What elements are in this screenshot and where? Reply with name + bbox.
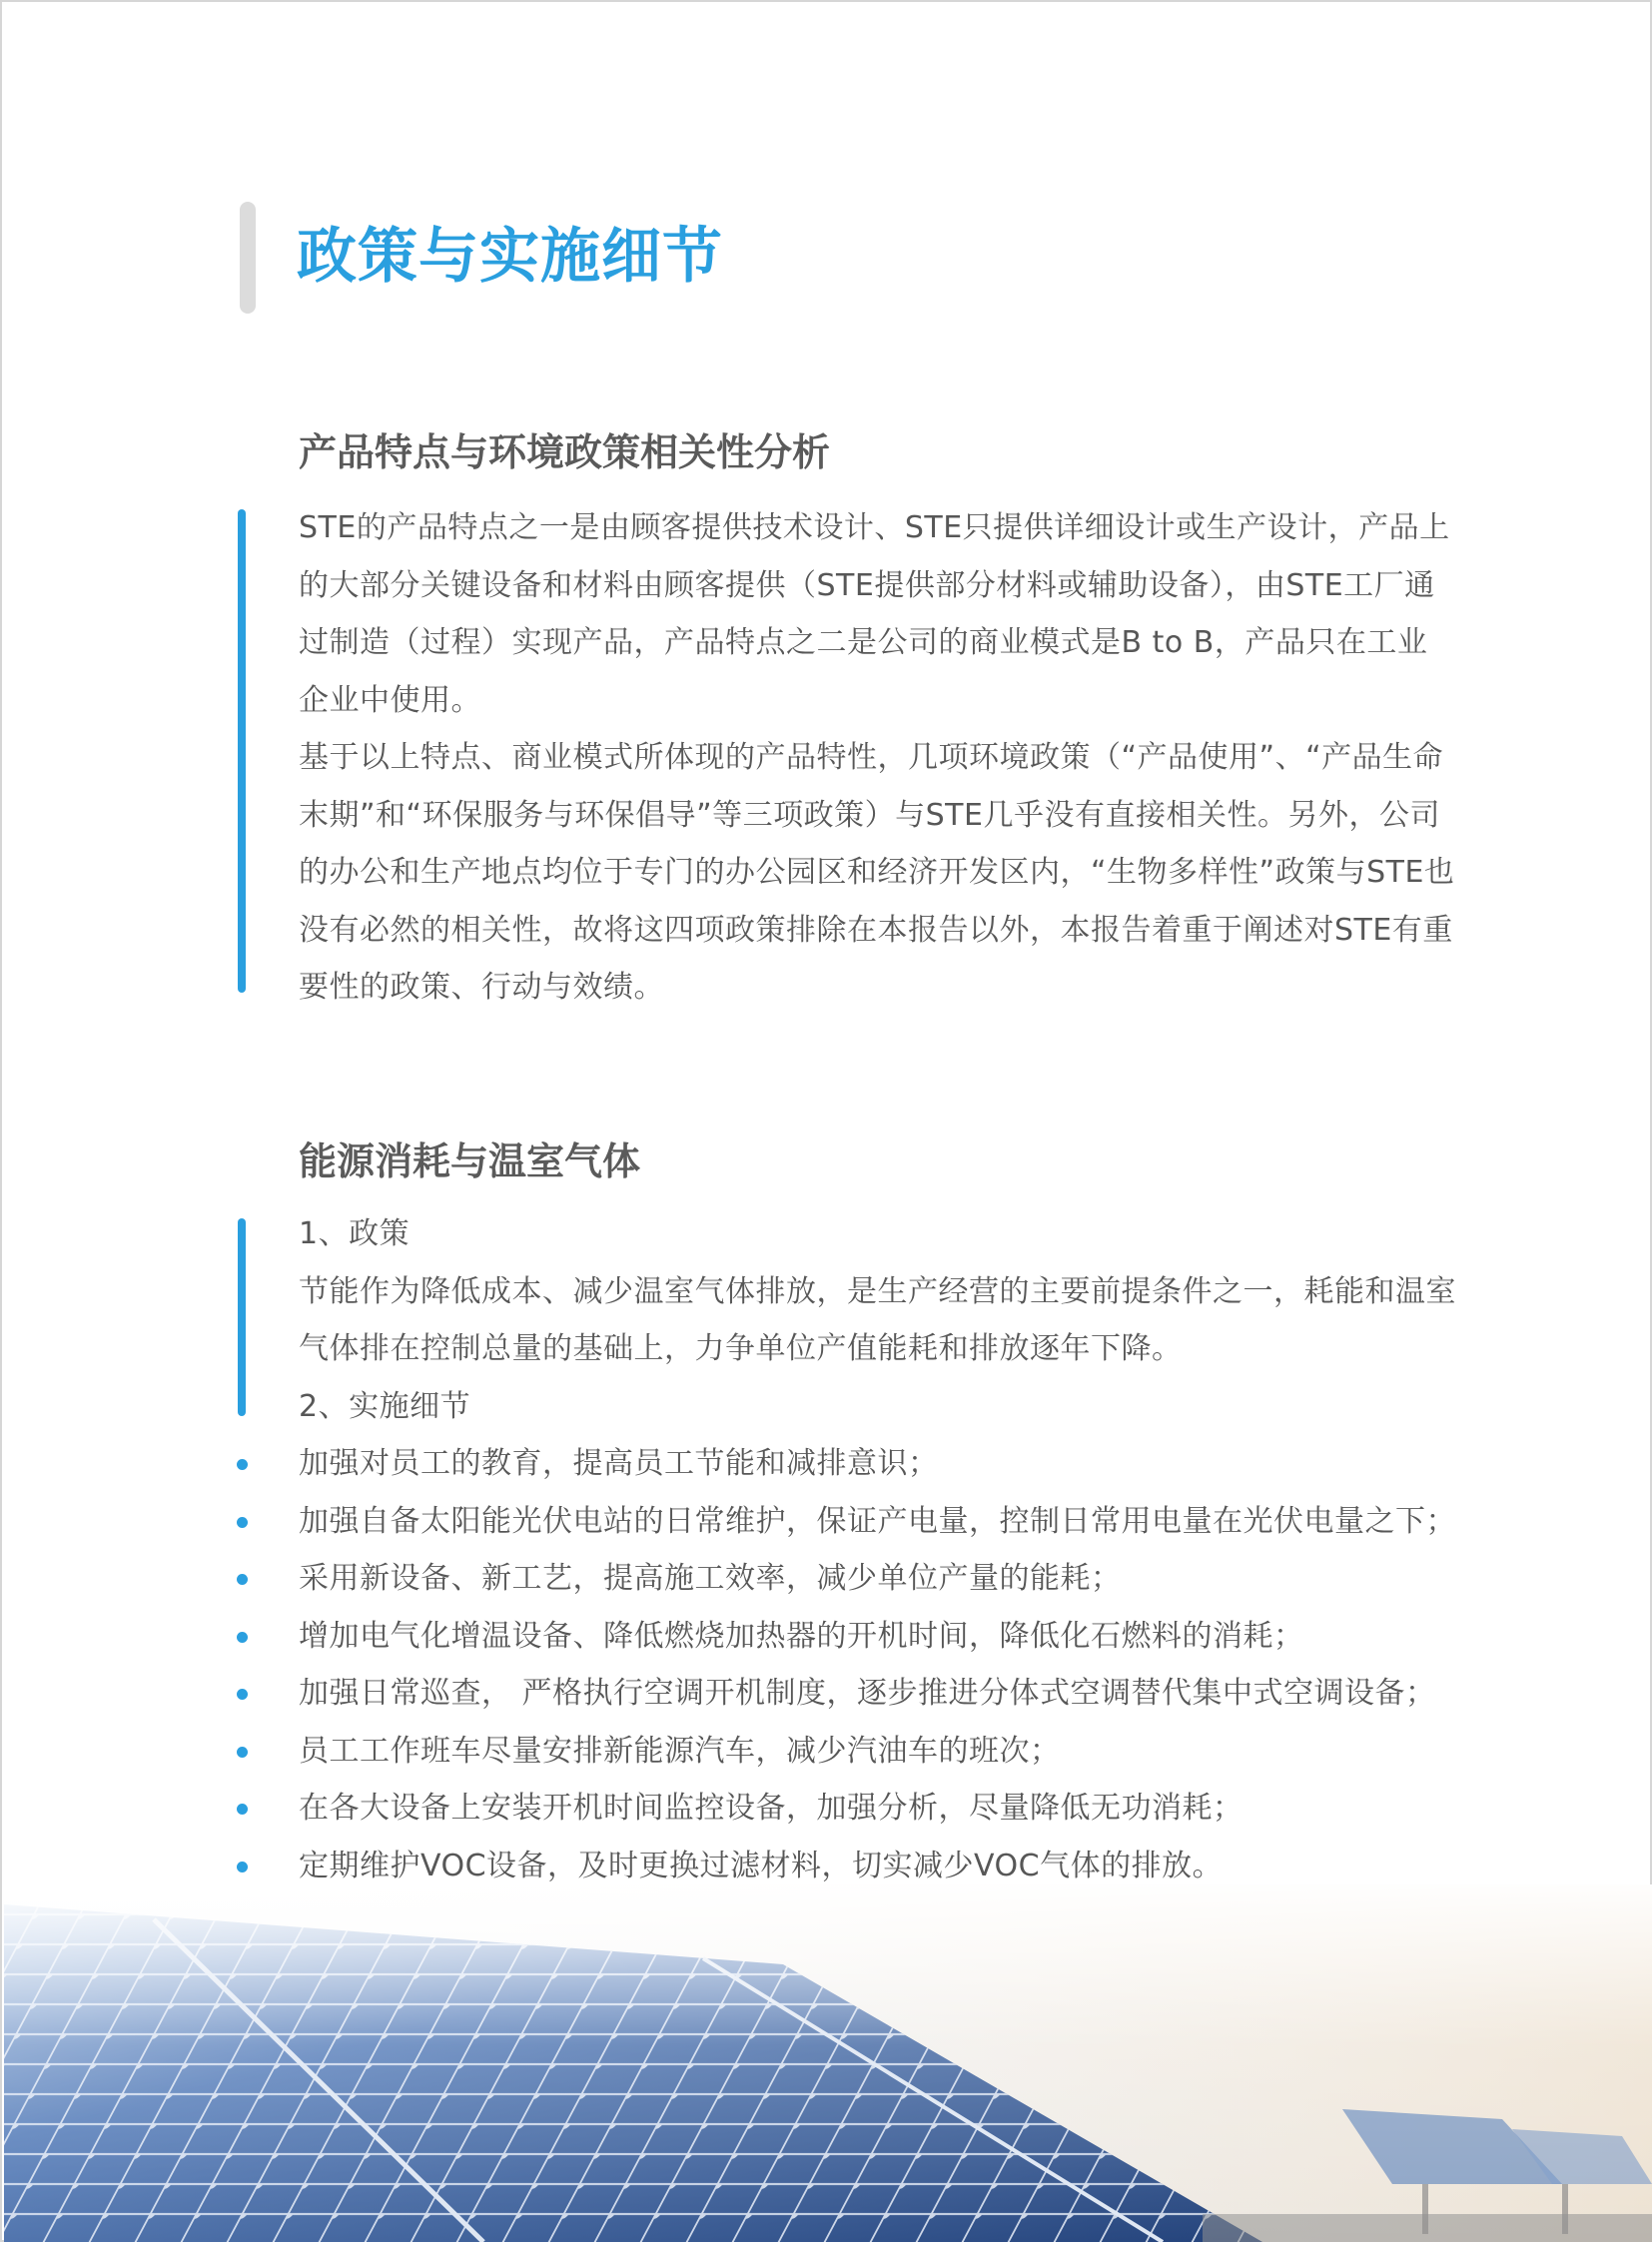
section2-accent-bar xyxy=(238,1218,246,1416)
bullet-dot-icon xyxy=(237,1459,248,1470)
list-item-text: 加强日常巡查， 严格执行空调开机制度，逐步推进分体式空调替代集中式空调设备； xyxy=(299,1676,1436,1711)
list-item xyxy=(299,1435,1457,1493)
section-heading-energy: 能源消耗与温室气体 xyxy=(299,1139,641,1183)
list-item xyxy=(299,1723,1457,1781)
list-item xyxy=(299,1780,1457,1838)
list-item-text: 加强自备太阳能光伏电站的日常维护，保证产电量，控制日常用电量在光伏电量之下； xyxy=(299,1503,1456,1539)
list-item-text: 增加电气化增温设备、降低燃烧加热器的开机时间，降低化石燃料的消耗； xyxy=(299,1618,1304,1654)
section1-accent-bar xyxy=(238,509,246,993)
section1-paragraph: 基于以上特点、商业模式所体现的产品特性，几项环境政策（“产品使用”、“产品生命末期”和“环保服务与环保倡导”等三项政策）与STE几乎没有直接相关性。另外，公司的办公和生产地点均位于专门的办公园区和经济开发区内，“生物多样性”政策与STE也没有必然的相关性，故将这四项政策排除在本报告以外，本报告着重于阐述对STE有重要性的政策、行动与效绩。 xyxy=(299,740,1455,1005)
bullet-dot-icon xyxy=(237,1689,248,1700)
title-decor-bar xyxy=(240,202,256,314)
list-item xyxy=(299,1550,1457,1608)
policy-text: 节能作为降低成本、减少温室气体排放，是生产经营的主要前提条件之一，耗能和温室气体排在控制总量的基础上，力争单位产值能耗和排放逐年下降。 xyxy=(299,1273,1456,1366)
section-heading-product-analysis: 产品特点与环境政策相关性分析 xyxy=(299,430,831,474)
list-item xyxy=(299,1608,1457,1666)
bullet-dot-icon xyxy=(237,1574,248,1585)
list-item xyxy=(299,1665,1457,1723)
bullet-dot-icon xyxy=(237,1862,248,1872)
section1-paragraph: STE的产品特点之一是由顾客提供技术设计、STE只提供详细设计或生产设计，产品上的大部分关键设备和材料由顾客提供（STE提供部分材料或辅助设备），由STE工厂通过制造（过程）实现产品，产品特点之二是公司的商业模式是B to B，产品只在工业企业中使用。 xyxy=(299,510,1450,718)
solar-panel-image xyxy=(4,1884,1652,2242)
list-item-text: 员工工作班车尽量安排新能源汽车，减少汽油车的班次； xyxy=(299,1733,1061,1769)
bullet-dot-icon xyxy=(237,1747,248,1758)
policy-label: 1、政策 xyxy=(299,1216,411,1251)
bullet-dot-icon xyxy=(237,1632,248,1643)
list-item-text: 采用新设备、新工艺，提高施工效率，减少单位产量的能耗； xyxy=(299,1561,1122,1596)
page-title: 政策与实施细节 xyxy=(297,222,723,292)
list-item-text: 加强对员工的教育，提高员工节能和减排意识； xyxy=(299,1446,939,1481)
section2-body xyxy=(299,1205,1457,1435)
list-item-text: 在各大设备上安装开机时间监控设备，加强分析，尽量降低无功消耗； xyxy=(299,1791,1243,1826)
details-label: 2、实施细节 xyxy=(299,1388,471,1424)
bullet-dot-icon xyxy=(237,1804,248,1815)
list-item-text: 定期维护VOC设备，及时更换过滤材料，切实减少VOC气体的排放。 xyxy=(299,1848,1224,1883)
section1-body xyxy=(299,499,1457,1017)
implementation-list xyxy=(299,1435,1457,1894)
list-item xyxy=(299,1493,1457,1551)
bullet-dot-icon xyxy=(237,1517,248,1528)
